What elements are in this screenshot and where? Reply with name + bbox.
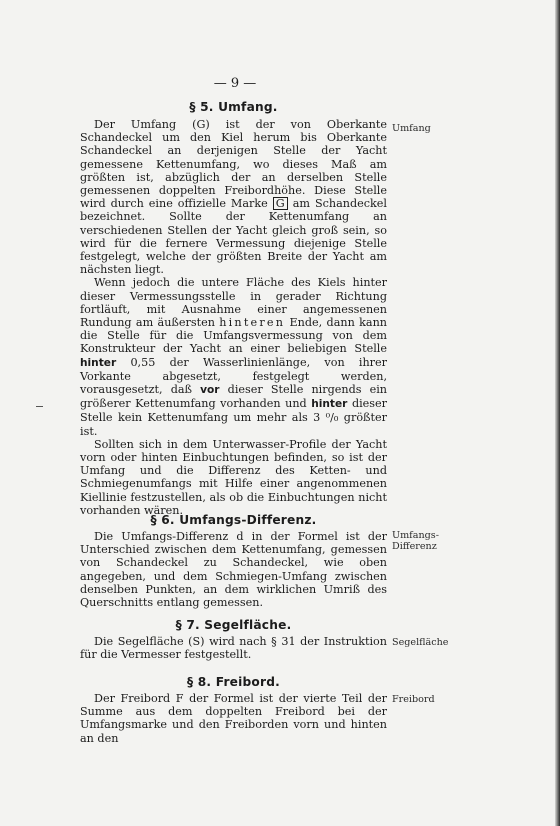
section-heading: § 6. Umfangs-Differenz. bbox=[150, 513, 317, 527]
spaced-text: hinteren bbox=[219, 316, 286, 330]
paragraph: Sollten sich in dem Unterwasser-Profile der Yacht vorn oder hinten Einbuchtungen befinden, so ist der Umfang und die Differenz des Ketten- und Schmiegenumfangs mit Hilfe einer angenommenen Kiellinie festzustellen, als ob die Einbuchtungen nicht vorhanden wären. bbox=[80, 437, 387, 517]
paragraph bbox=[80, 276, 387, 437]
mark-box: G bbox=[273, 197, 288, 210]
text: Wenn jedoch die untere Fläche des Kiels hinter dieser Vermessungsstelle in gerader Richtung fortläuft, mit Ausnahme einer angemessenen Rundung am äußersten bbox=[80, 276, 387, 330]
paragraph: Die Segelfläche (S) wird nach § 31 der Instruktion für die Vermesser festgestellt. bbox=[80, 635, 387, 662]
text: 0,55 der Wasserlinienlänge, von ihrer Vorkante abgesetzt, festgelegt werden, vorausgesetzt, daß bbox=[80, 355, 387, 397]
margin-note: Umfang bbox=[392, 123, 431, 134]
page-spine-shadow bbox=[555, 0, 560, 826]
margin-note: Freibord bbox=[392, 694, 435, 705]
bold-text: vor bbox=[200, 384, 220, 397]
text: am Schandeckel bezeichnet. Sollte der Kettenumfang an verschiedenen Stellen der Yacht gleich groß sein, so wird für die fernere Vermessung diejenige Stelle festgelegt, welche der größten Breite der Yacht am nächsten liegt. bbox=[80, 197, 387, 277]
margin-mark bbox=[36, 406, 43, 407]
bold-text: hinter bbox=[311, 398, 348, 411]
text: dieser Stelle nirgends ein größerer Kettenumfang vorhanden und bbox=[80, 383, 388, 411]
margin-note: Umfangs-Differenz bbox=[392, 530, 439, 552]
paragraph: Der Freibord F der Formel ist der vierte Teil der Summe aus dem doppelten Freibord bei der Umfangsmarke und den Freiborden vorn und hinten an den bbox=[80, 692, 387, 745]
text: Der Umfang (G) ist der von Oberkante Schandeckel um den Kiel herum bis Oberkante Schandeckel an derjenigen Stelle der Yacht gemessene Kettenumfang, wo dieses Maß am größten ist, abzüglich der an derselben Stelle gemessenen doppelten Freibordhöhe. Diese Stelle wird durch eine offizielle Marke bbox=[80, 118, 387, 211]
section-umfang bbox=[80, 100, 387, 517]
paragraph bbox=[80, 118, 387, 276]
section-segelflaeche bbox=[80, 618, 387, 661]
page-number: — 9 — bbox=[213, 76, 257, 91]
bold-text: hinter bbox=[80, 356, 117, 369]
section-freibord bbox=[80, 675, 387, 745]
paragraph: Die Umfangs-Differenz d in der Formel ist der Unterschied zwischen dem Kettenumfang, gemessen von Schandeckel zu Schandeckel, wie oben angegeben, und dem Schmiegen-Umfang zwischen denselben Punkten, an dem wirklichen Umriß des Querschnitts entlang gemessen. bbox=[80, 530, 387, 610]
section-heading: § 8. Freibord. bbox=[187, 675, 280, 689]
text: Ende, dann kann die Stelle für die Umfangsvermessung von dem Konstrukteur der Yacht an einer beliebigen Stelle bbox=[80, 316, 387, 356]
section-umfangs-differenz bbox=[80, 513, 387, 609]
section-heading: § 7. Segelfläche. bbox=[175, 618, 292, 632]
text: dieser Stelle kein Kettenumfang um mehr als 3 ⁰/₀ größter ist. bbox=[80, 397, 388, 438]
margin-note: Segelfläche bbox=[392, 637, 449, 648]
section-heading: § 5. Umfang. bbox=[189, 100, 278, 114]
